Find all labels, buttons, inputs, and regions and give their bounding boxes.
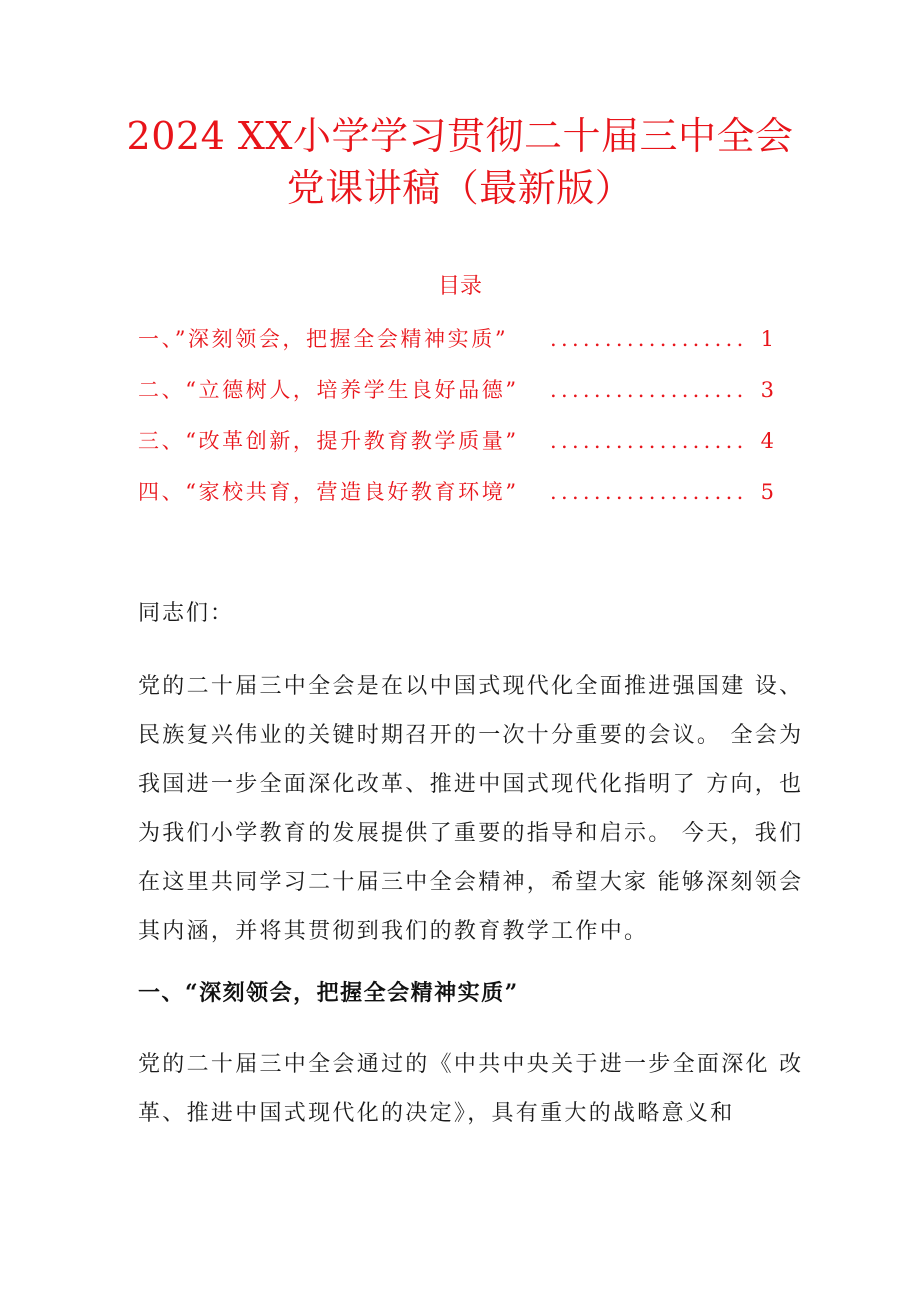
- paragraph-line: 党的二十届三中全会是在以中国式现代化全面推进强国建 设、: [138, 674, 804, 699]
- toc-entry-label: 三、“改革创新，提升教育教学质量”: [138, 429, 519, 453]
- body-paragraph-2: [138, 1040, 804, 1138]
- paragraph-line: 民族复兴伟业的关键时期召开的一次十分重要的会议。 全会为: [138, 723, 804, 748]
- toc-entry-label: 四、“家校共育，营造良好教育环境”: [138, 480, 519, 504]
- table-of-contents: [138, 322, 778, 526]
- toc-entry-label: 一、”深刻领会，把握全会精神实质”: [138, 327, 509, 351]
- toc-page-number: 4: [760, 429, 774, 453]
- document-title-line-2: 党课讲稿（最新版）: [286, 166, 634, 210]
- document-title-line-1: 2024 XX小学学习贯彻二十届三中全会: [126, 114, 794, 158]
- toc-leader-dots: ..................: [550, 429, 748, 453]
- salutation: 同志们：: [138, 601, 235, 626]
- toc-entry-label: 二、“立德树人，培养学生良好品德”: [138, 378, 519, 402]
- paragraph-line: 我国进一步全面深化改革、推进中国式现代化指明了 方向，也: [138, 772, 804, 797]
- toc-leader-dots: ..................: [550, 327, 748, 351]
- body-paragraph-1: [138, 662, 804, 956]
- toc-entry-1[interactable]: [138, 322, 778, 373]
- toc-entry-4[interactable]: [138, 475, 778, 526]
- section-heading-1: 一、“深刻领会，把握全会精神实质”: [138, 980, 519, 1006]
- toc-entry-2[interactable]: [138, 373, 778, 424]
- toc-entry-3[interactable]: [138, 424, 778, 475]
- toc-page-number: 5: [760, 480, 774, 504]
- paragraph-line: 党的二十届三中全会通过的《中共中央关于进一步全面深化 改: [138, 1052, 804, 1077]
- toc-leader-dots: ..................: [550, 480, 748, 504]
- toc-page-number: 1: [760, 327, 774, 351]
- paragraph-line: 在这里共同学习二十届三中全会精神，希望大家 能够深刻领会: [138, 870, 804, 895]
- paragraph-line: 为我们小学教育的发展提供了重要的指导和启示。 今天，我们: [138, 821, 804, 846]
- paragraph-line: 革、推进中国式现代化的决定》，具有重大的战略意义和: [138, 1101, 735, 1126]
- toc-heading: 目录: [437, 274, 482, 299]
- paragraph-line: 其内涵，并将其贯彻到我们的教育教学工作中。: [138, 919, 649, 944]
- toc-leader-dots: ..................: [550, 378, 748, 402]
- toc-page-number: 3: [760, 378, 774, 402]
